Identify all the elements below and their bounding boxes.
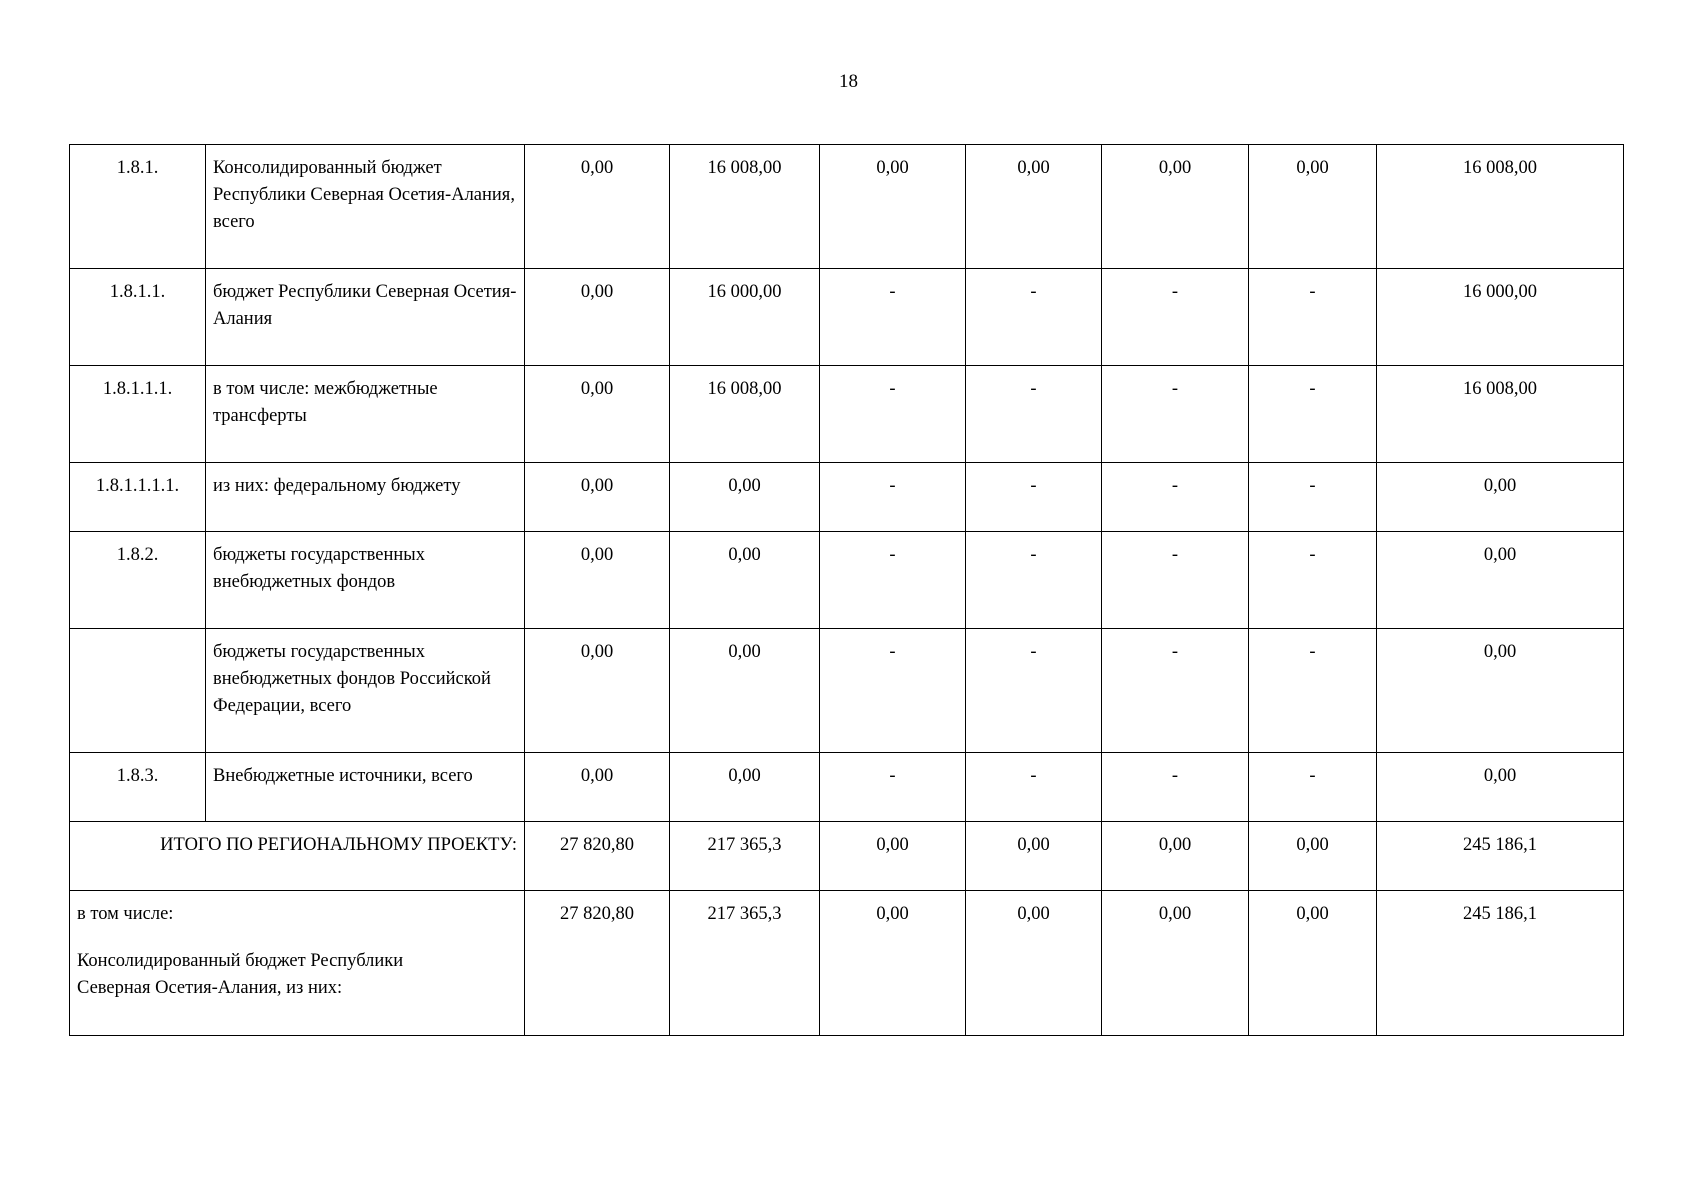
value-col-1: 0,00: [525, 753, 670, 822]
including-value-col-total: 245 186,1: [1377, 891, 1624, 1036]
table-row: [70, 753, 1624, 822]
value-col-1: 0,00: [525, 269, 670, 366]
value-col-5: -: [1102, 532, 1249, 629]
value-col-2: 0,00: [670, 629, 820, 753]
value-col-6: -: [1249, 532, 1377, 629]
value-col-4: -: [966, 753, 1102, 822]
value-col-3: -: [820, 532, 966, 629]
value-col-6: -: [1249, 463, 1377, 532]
row-code: 1.8.2.: [70, 532, 206, 629]
total-value-col-2: 217 365,3: [670, 822, 820, 891]
row-code: 1.8.3.: [70, 753, 206, 822]
including-value-col-4: 0,00: [966, 891, 1102, 1036]
value-col-1: 0,00: [525, 532, 670, 629]
value-col-3: -: [820, 269, 966, 366]
value-col-1: 0,00: [525, 366, 670, 463]
value-col-2: 0,00: [670, 753, 820, 822]
including-value-col-2: 217 365,3: [670, 891, 820, 1036]
value-col-4: -: [966, 463, 1102, 532]
including-label: [70, 891, 525, 1036]
value-col-5: -: [1102, 366, 1249, 463]
value-col-1: 0,00: [525, 145, 670, 269]
value-col-total: 16 008,00: [1377, 145, 1624, 269]
row-code: 1.8.1.: [70, 145, 206, 269]
value-col-6: -: [1249, 753, 1377, 822]
value-col-3: -: [820, 366, 966, 463]
table-row: [70, 366, 1624, 463]
row-code: 1.8.1.1.: [70, 269, 206, 366]
including-value-col-6: 0,00: [1249, 891, 1377, 1036]
table-row: [70, 463, 1624, 532]
table-row: [70, 145, 1624, 269]
value-col-5: 0,00: [1102, 145, 1249, 269]
value-col-4: -: [966, 366, 1102, 463]
value-col-5: -: [1102, 753, 1249, 822]
value-col-4: 0,00: [966, 145, 1102, 269]
value-col-6: -: [1249, 366, 1377, 463]
table-row: [70, 629, 1624, 753]
including-value-col-1: 27 820,80: [525, 891, 670, 1036]
row-name: бюджеты государственных внебюджетных фондов Российской Федерации, всего: [206, 629, 525, 753]
budget-table: [69, 144, 1624, 1036]
value-col-6: -: [1249, 269, 1377, 366]
value-col-total: 16 000,00: [1377, 269, 1624, 366]
value-col-2: 16 008,00: [670, 145, 820, 269]
value-col-1: 0,00: [525, 463, 670, 532]
including-row: [70, 891, 1624, 1036]
total-value-col-5: 0,00: [1102, 822, 1249, 891]
row-name: Внебюджетные источники, всего: [206, 753, 525, 822]
value-col-4: -: [966, 629, 1102, 753]
value-col-6: 0,00: [1249, 145, 1377, 269]
table-row: [70, 269, 1624, 366]
value-col-6: -: [1249, 629, 1377, 753]
value-col-2: 16 008,00: [670, 366, 820, 463]
including-value-col-5: 0,00: [1102, 891, 1249, 1036]
row-code: 1.8.1.1.1.: [70, 366, 206, 463]
value-col-total: 0,00: [1377, 463, 1624, 532]
row-code: 1.8.1.1.1.1.: [70, 463, 206, 532]
including-label-line1: в том числе:: [77, 904, 174, 924]
total-value-col-6: 0,00: [1249, 822, 1377, 891]
total-row: [70, 822, 1624, 891]
value-col-3: -: [820, 753, 966, 822]
value-col-total: 0,00: [1377, 753, 1624, 822]
value-col-4: -: [966, 532, 1102, 629]
row-name: из них: федеральному бюджету: [206, 463, 525, 532]
value-col-total: 0,00: [1377, 629, 1624, 753]
table-row: [70, 532, 1624, 629]
value-col-3: -: [820, 463, 966, 532]
value-col-total: 16 008,00: [1377, 366, 1624, 463]
table-body: [70, 145, 1624, 1036]
row-name: бюджеты государственных внебюджетных фондов: [206, 532, 525, 629]
value-col-2: 0,00: [670, 532, 820, 629]
including-value-col-3: 0,00: [820, 891, 966, 1036]
value-col-3: 0,00: [820, 145, 966, 269]
row-name: в том числе: межбюджетные трансферты: [206, 366, 525, 463]
total-value-col-total: 245 186,1: [1377, 822, 1624, 891]
total-label: ИТОГО ПО РЕГИОНАЛЬНОМУ ПРОЕКТУ:: [70, 822, 525, 891]
row-name: Консолидированный бюджет Республики Северная Осетия-Алания, всего: [206, 145, 525, 269]
total-value-col-3: 0,00: [820, 822, 966, 891]
value-col-total: 0,00: [1377, 532, 1624, 629]
value-col-1: 0,00: [525, 629, 670, 753]
value-col-4: -: [966, 269, 1102, 366]
value-col-2: 0,00: [670, 463, 820, 532]
total-value-col-1: 27 820,80: [525, 822, 670, 891]
value-col-2: 16 000,00: [670, 269, 820, 366]
including-label-line2: Консолидированный бюджет Республики Северная Осетия-Алания, из них:: [77, 951, 404, 998]
value-col-5: -: [1102, 269, 1249, 366]
row-name: бюджет Республики Северная Осетия-Алания: [206, 269, 525, 366]
page-number: 18: [839, 71, 858, 92]
value-col-3: -: [820, 629, 966, 753]
total-value-col-4: 0,00: [966, 822, 1102, 891]
row-code: [70, 629, 206, 753]
value-col-5: -: [1102, 629, 1249, 753]
value-col-5: -: [1102, 463, 1249, 532]
